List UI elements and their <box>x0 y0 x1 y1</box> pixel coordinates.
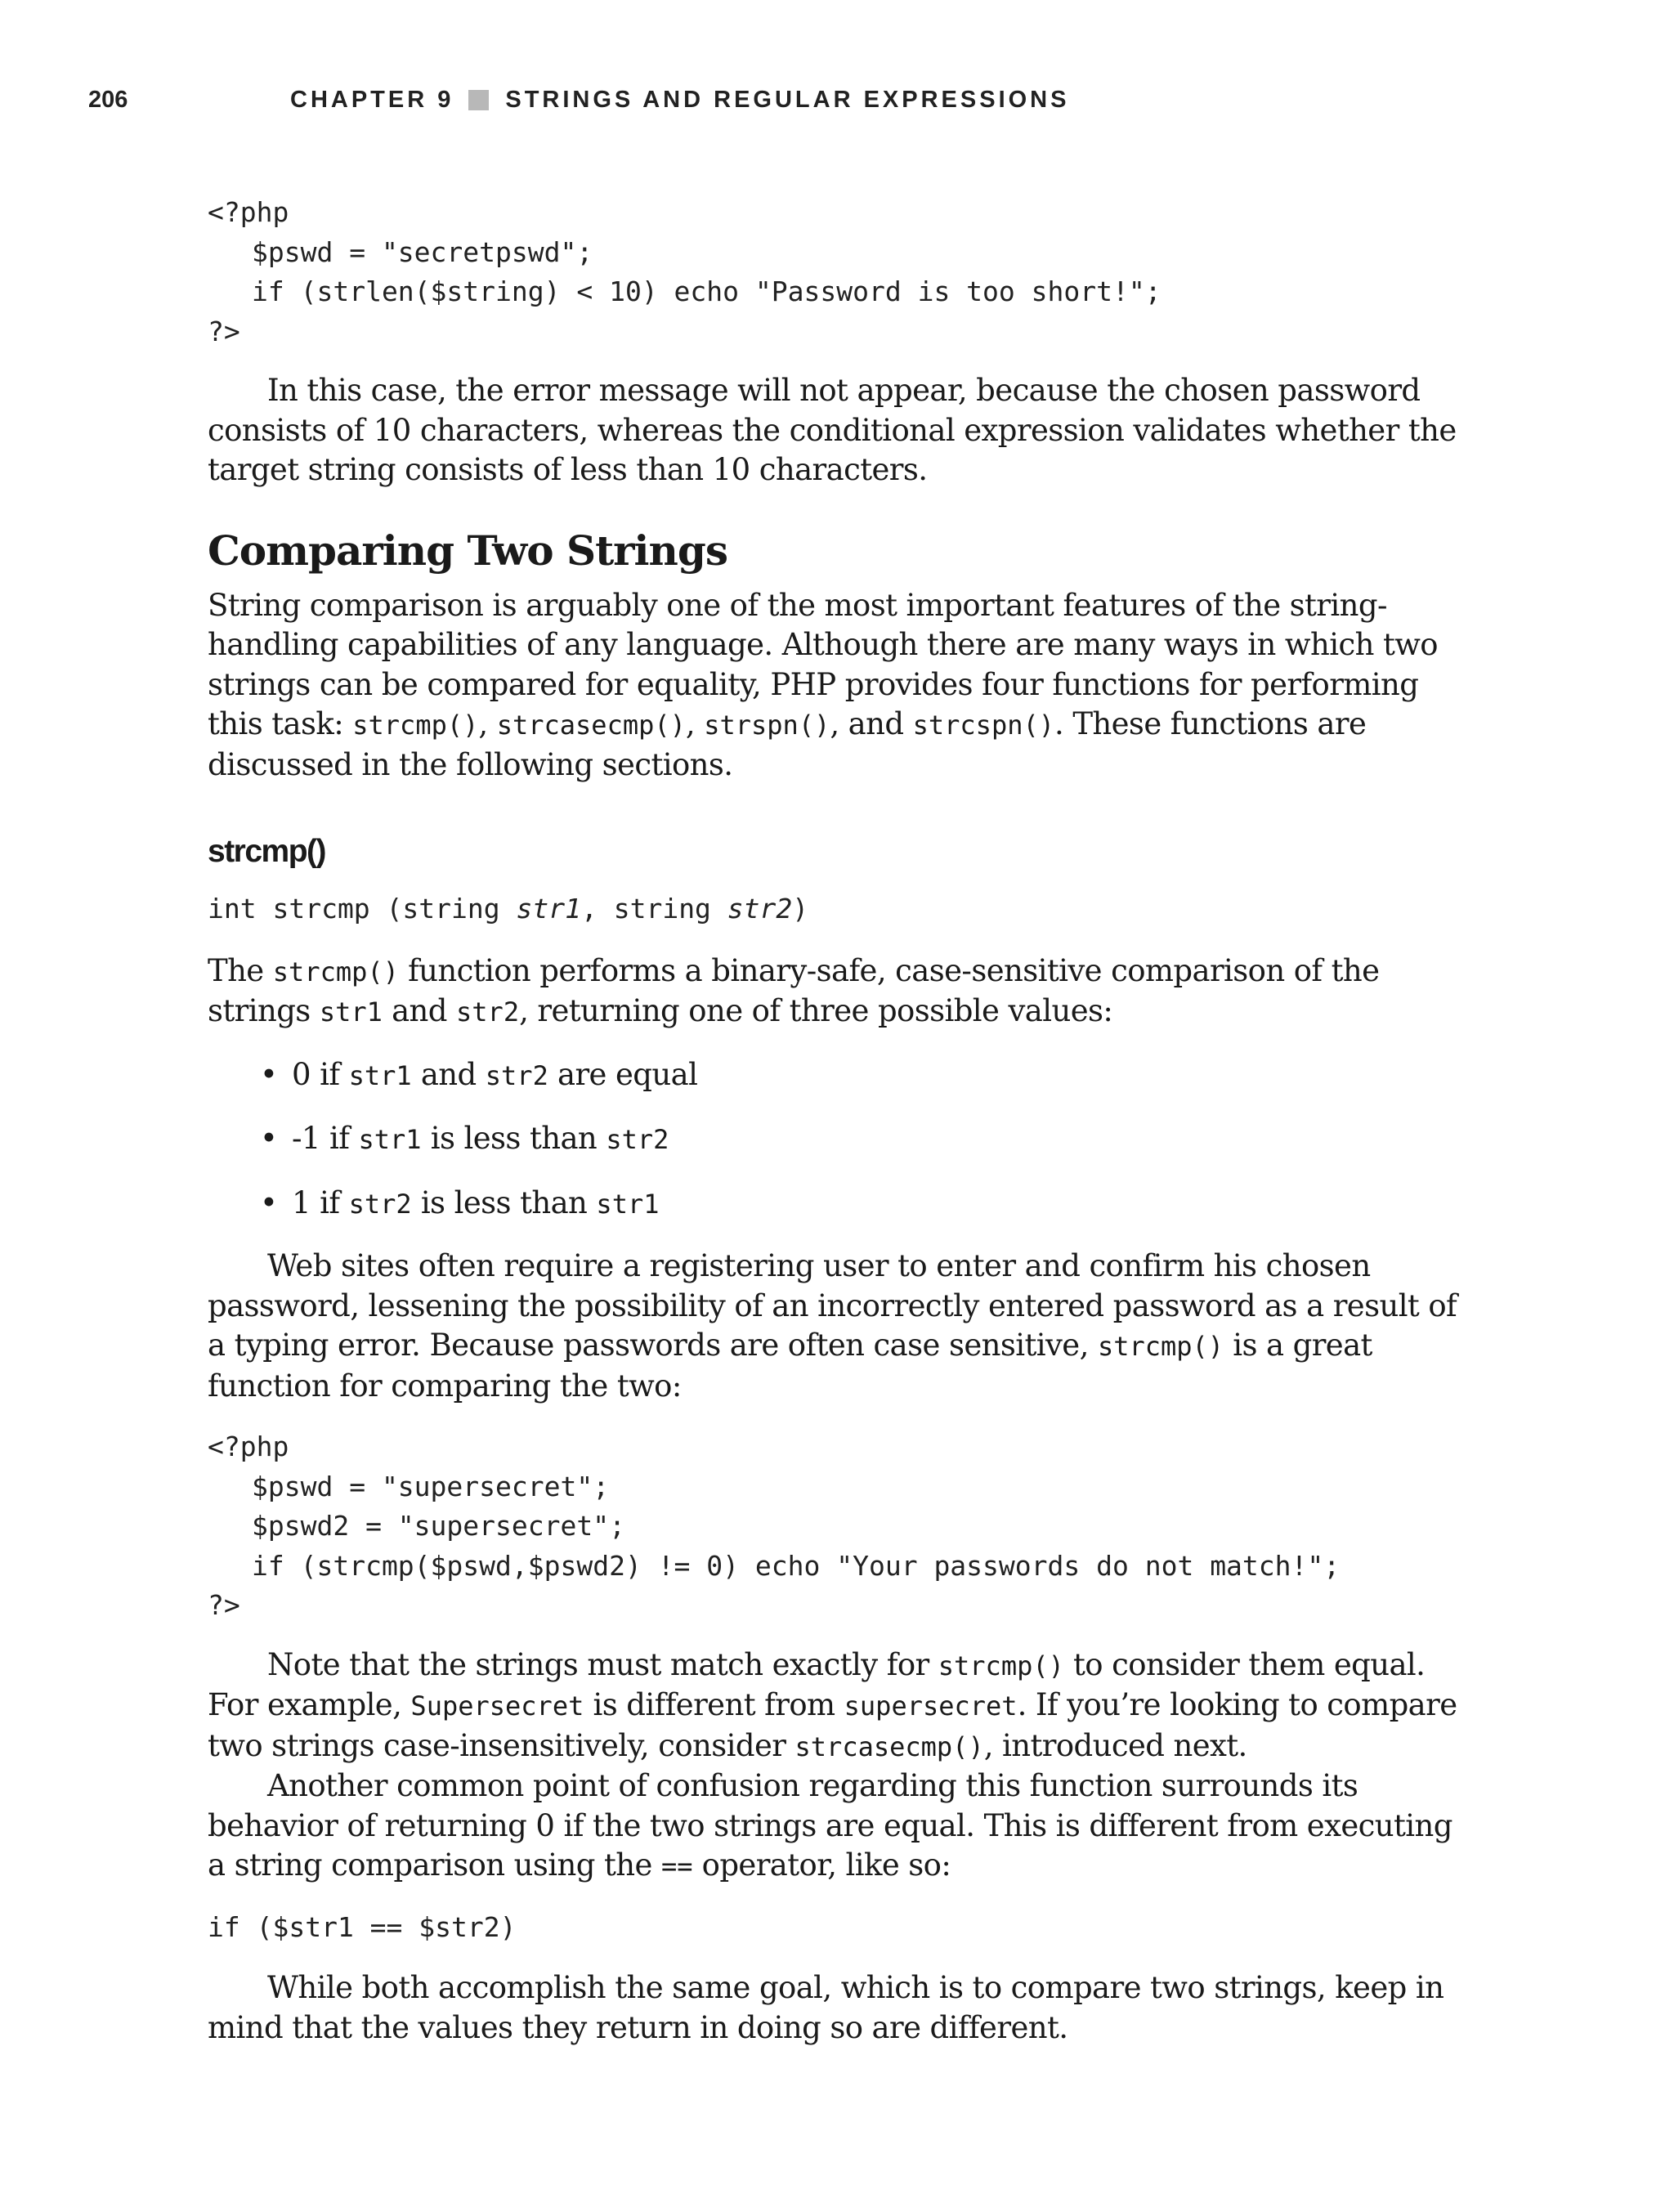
inline-code: == <box>660 1851 693 1882</box>
subsection-heading: strcmp() <box>208 834 326 869</box>
inline-code: Supersecret <box>410 1690 584 1722</box>
section-heading: Comparing Two Strings <box>208 526 727 575</box>
text: is a great function for comparing the two: <box>208 1328 1372 1404</box>
list-item <box>208 1184 1458 1225</box>
code-line: <?php <box>208 1431 289 1462</box>
return-values-list <box>208 1055 1458 1225</box>
paragraph-strcmp-description <box>208 952 1458 1032</box>
code-line: ?> <box>208 1589 240 1621</box>
inline-code: strcspn() <box>912 710 1054 741</box>
code-block-strcmp <box>208 1427 1458 1626</box>
page-number: 206 <box>88 86 128 113</box>
text: The <box>208 952 273 988</box>
param: str2 <box>727 893 793 925</box>
text: . If you’re looking to compare two strings case-insensitively, consider <box>208 1687 1457 1763</box>
paragraph-both-accomplish: While both accomplish the same goal, which is to compare two strings, keep in mind that the values they return in doing so are different. <box>208 1970 1444 2045</box>
text: 0 if <box>292 1056 349 1092</box>
text: -1 if <box>292 1121 359 1156</box>
text: ) <box>792 893 809 925</box>
code-line: if (strcmp($pswd,$pswd2) != 0) echo "Your passwords do not match!"; <box>252 1549 1341 1582</box>
inline-code: str1 <box>348 1059 412 1091</box>
list-item <box>208 1119 1458 1160</box>
text: to consider them equal. For example, <box>208 1646 1426 1722</box>
square-separator-icon <box>468 90 489 110</box>
text: String comparison is arguably one of the most important features of the string-handling capabilities of any language. Although there are many ways in which two strings can be compared for equality, PHP provides four functions for performing this task: <box>208 587 1438 741</box>
text: is different from <box>584 1687 844 1722</box>
code-block-strlen <box>208 193 1458 352</box>
function-signature <box>208 889 1458 929</box>
code-line: ?> <box>208 315 240 347</box>
code-line: $pswd = "secretpswd"; <box>252 235 593 268</box>
text: 1 if <box>292 1184 349 1220</box>
inline-code: supersecret <box>844 1690 1018 1722</box>
text: . These functions are discussed in the following sections. <box>208 706 1367 782</box>
chapter-title: STRINGS AND REGULAR EXPRESSIONS <box>505 86 1070 113</box>
bullet-icon: • <box>260 1056 278 1092</box>
text: Another common point of confusion regarding this function surrounds its behavior of returning 0 if the two strings are equal. This is different from executing a string comparison using the <box>208 1768 1452 1883</box>
text: and <box>382 993 457 1028</box>
inline-code: str2 <box>485 1059 548 1091</box>
paragraph-exact-match <box>208 1646 1458 1767</box>
text: , returning one of three possible values: <box>519 993 1113 1028</box>
inline-code: str2 <box>606 1124 669 1155</box>
inline-code: strspn() <box>704 710 830 741</box>
text: operator, like so: <box>692 1847 951 1883</box>
inline-code: str2 <box>456 996 520 1028</box>
text: are equal <box>548 1056 698 1092</box>
inline-code: strcmp() <box>1097 1331 1224 1362</box>
code-line: <?php <box>208 196 289 228</box>
param: str1 <box>516 893 581 925</box>
text: , <box>478 706 497 741</box>
paragraph-error-message: In this case, the error message will not appear, because the chosen password consists of 10 characters, whereas the conditional expression validates whether the target string consists of less than 10 characters. <box>208 373 1457 487</box>
text: Web sites often require a registering user to enter and confirm his chosen password, lessening the possibility of an incorrectly entered password as a result of a typing error. Because passwords are often case sensitive, <box>208 1248 1457 1363</box>
paragraph-string-comparison <box>208 586 1458 786</box>
text: , string <box>580 893 727 925</box>
running-head <box>88 83 1069 116</box>
text: function performs a binary-safe, case-sensitive comparison of the strings <box>208 952 1380 1028</box>
list-item <box>208 1055 1458 1096</box>
code-line: $pswd2 = "supersecret"; <box>252 1510 625 1542</box>
inline-code: strcmp() <box>272 956 399 987</box>
text: int strcmp (string <box>208 893 517 925</box>
bullet-icon: • <box>260 1184 278 1220</box>
page-content <box>208 193 1458 2048</box>
inline-code: strcasecmp() <box>496 710 686 741</box>
inline-code: str1 <box>596 1188 660 1220</box>
text: , and <box>830 706 913 741</box>
text: and <box>411 1056 486 1092</box>
bullet-icon: • <box>260 1121 278 1156</box>
text: , introduced next. <box>983 1727 1247 1763</box>
inline-code: str1 <box>319 996 383 1028</box>
code-line: $pswd = "supersecret"; <box>252 1470 610 1502</box>
code-line: if (strlen($string) < 10) echo "Password is too short!"; <box>252 275 1162 307</box>
inline-code: strcmp() <box>938 1650 1064 1681</box>
text: , <box>685 706 705 741</box>
text: is less than <box>421 1121 606 1156</box>
inline-code: str1 <box>358 1124 422 1155</box>
paragraph-confusion <box>208 1766 1458 1887</box>
paragraph-web-sites <box>208 1247 1458 1406</box>
code-block-equality: if ($str1 == $str2) <box>208 1910 517 1943</box>
inline-code: strcmp() <box>352 710 479 741</box>
text: Note that the strings must match exactly for <box>267 1646 938 1682</box>
text: is less than <box>411 1184 597 1220</box>
chapter-label: CHAPTER 9 <box>290 86 454 113</box>
inline-code: strcasecmp() <box>794 1731 984 1762</box>
inline-code: str2 <box>348 1188 412 1220</box>
